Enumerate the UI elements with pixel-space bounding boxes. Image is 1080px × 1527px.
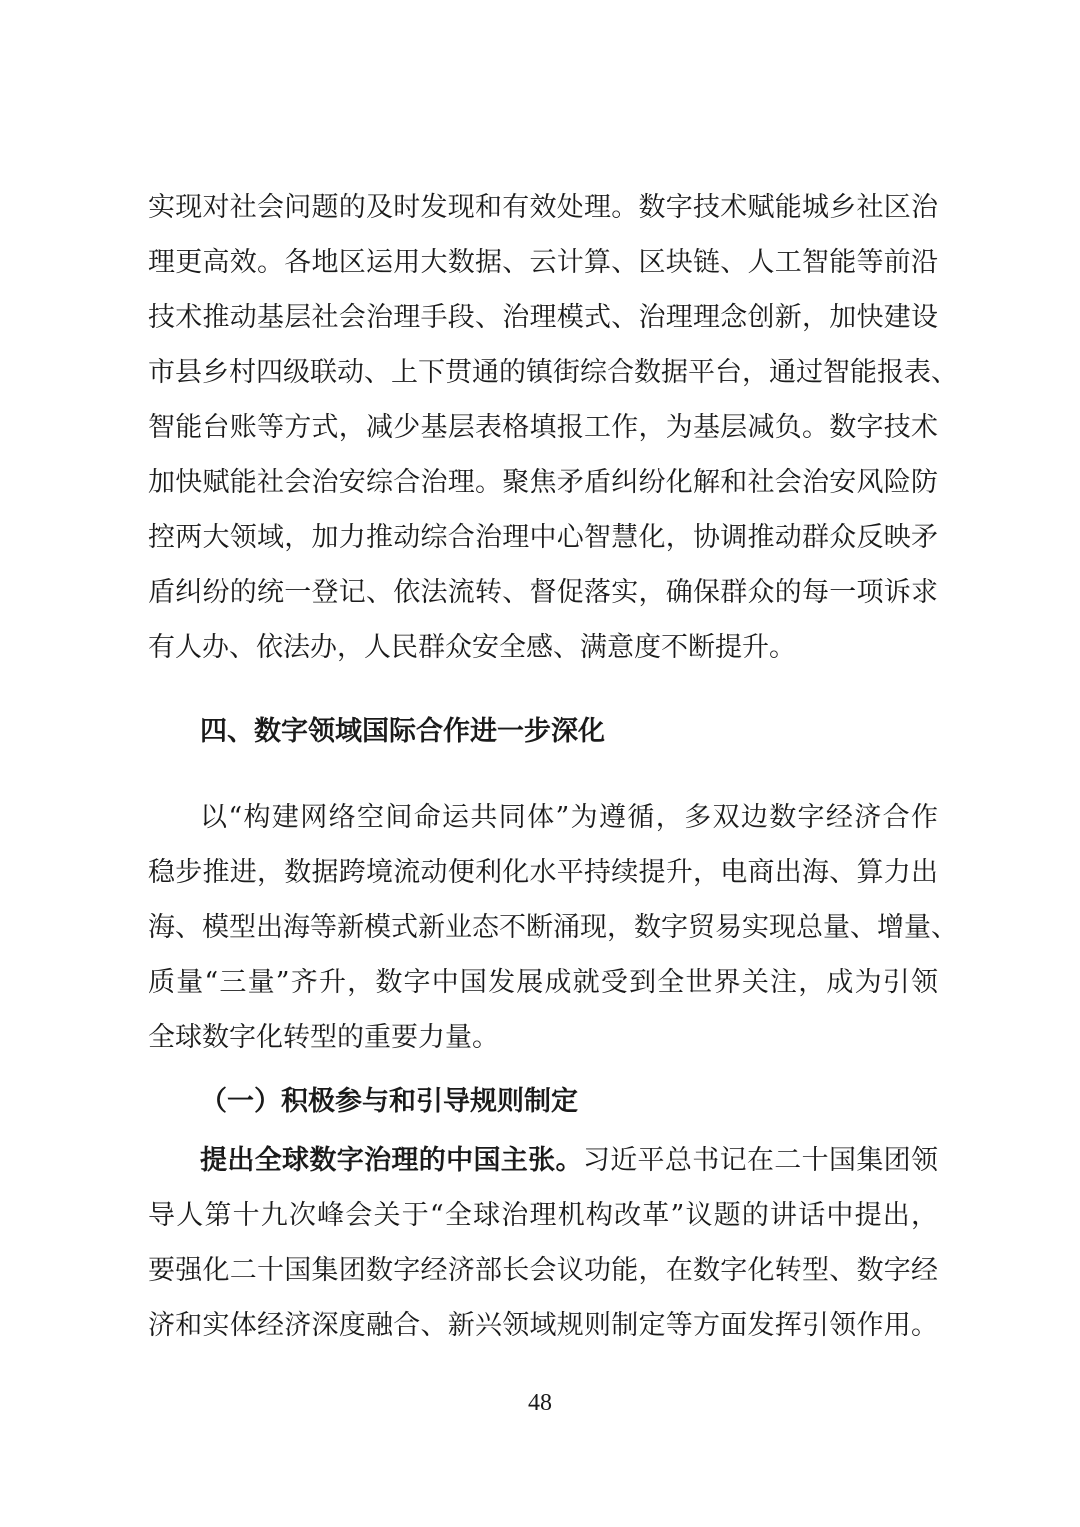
paragraph-line: 技术推动基层社会治理手段、治理模式、治理理念创新，加快建设	[148, 302, 938, 333]
paragraph-line: 加快赋能社会治安综合治理。聚焦矛盾纠纷化解和社会治安风险防	[148, 467, 938, 498]
paragraph-line: 理更高效。各地区运用大数据、云计算、区块链、人工智能等前沿	[148, 247, 938, 278]
page-number: 48	[528, 1390, 552, 1416]
paragraph-line: 以“构建网络空间命运共同体”为遵循，多双边数字经济合作	[200, 802, 938, 833]
paragraph-line: 海、模型出海等新模式新业态不断涌现，数字贸易实现总量、增量、	[148, 912, 958, 943]
paragraph-line: 智能台账等方式，减少基层表格填报工作，为基层减负。数字技术	[148, 412, 938, 443]
paragraph-line: 导人第十九次峰会关于“全球治理机构改革”议题的讲话中提出，	[148, 1200, 938, 1231]
paragraph-line: 盾纠纷的统一登记、依法流转、督促落实，确保群众的每一项诉求	[148, 577, 938, 608]
paragraph-line: 质量“三量”齐升，数字中国发展成就受到全世界关注，成为引领	[148, 967, 938, 998]
paragraph-line: 全球数字化转型的重要力量。	[148, 1022, 499, 1053]
subsection-heading: （一）积极参与和引导规则制定	[200, 1086, 578, 1117]
paragraph-line: 要强化二十国集团数字经济部长会议功能，在数字化转型、数字经	[148, 1255, 938, 1286]
paragraph-lead-line	[200, 1143, 938, 1179]
paragraph-lead: 提出全球数字治理的中国主张。	[200, 1145, 583, 1176]
paragraph-line: 市县乡村四级联动、上下贯通的镇街综合数据平台，通过智能报表、	[148, 357, 958, 388]
paragraph-line: 济和实体经济深度融合、新兴领域规则制定等方面发挥引领作用。	[148, 1310, 938, 1341]
paragraph-line: 实现对社会问题的及时发现和有效处理。数字技术赋能城乡社区治	[148, 192, 938, 223]
paragraph-line: 控两大领域，加力推动综合治理中心智慧化，协调推动群众反映矛	[148, 522, 938, 553]
paragraph-lead-rest: 习近平总书记在二十国集团领	[582, 1145, 939, 1176]
section-heading: 四、数字领域国际合作进一步深化	[200, 716, 605, 747]
paragraph-line: 有人办、依法办，人民群众安全感、满意度不断提升。	[148, 632, 796, 663]
paragraph-line: 稳步推进，数据跨境流动便利化水平持续提升，电商出海、算力出	[148, 857, 938, 888]
